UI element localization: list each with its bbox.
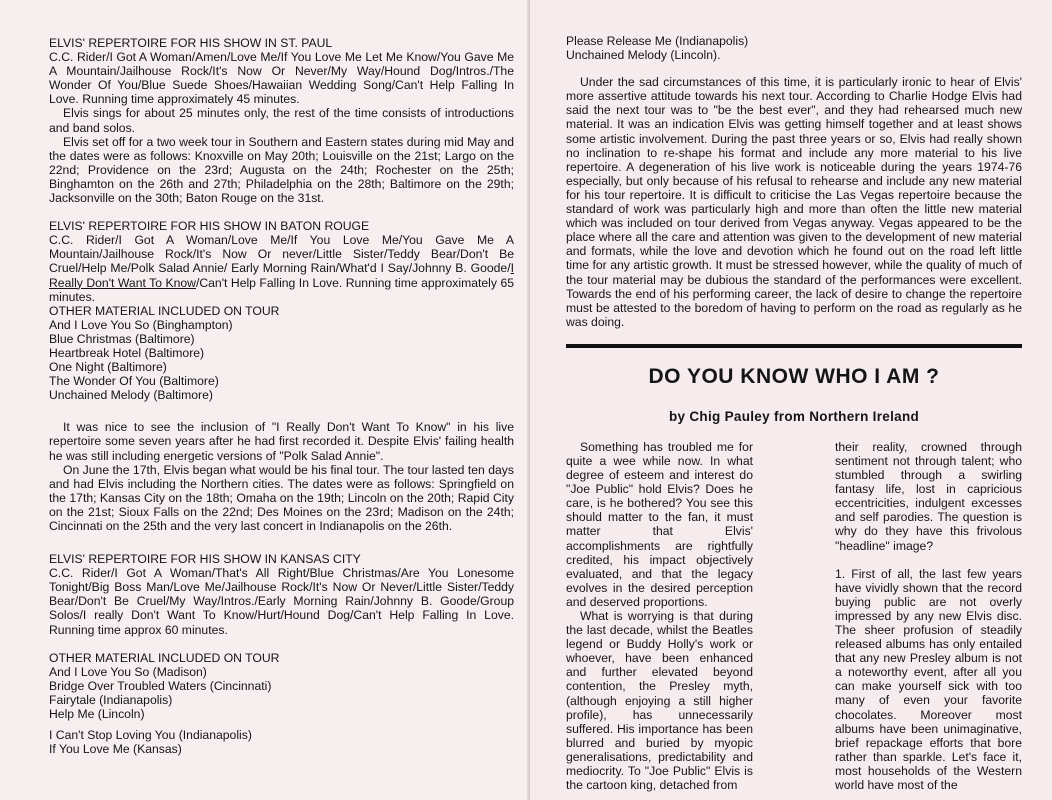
list-item: And I Love You So (Binghampton) xyxy=(49,317,233,332)
st-paul-repertoire: C.C. Rider/I Got A Woman/Amen/Love Me/If You Love Me Let Me Know/You Gave Me A Mountain/Jailhouse Rock/It's Now Or Never/My Way/Hound Dog/Intros./The Wonder Of You/Blue Suede Shoes/Hawaiian Wedding Song/Can't Help Falling In Love. Running time approximately 45 minutes. xyxy=(49,50,514,107)
kansas-city-heading: ELVIS' REPERTOIRE FOR HIS SHOW IN KANSAS CITY xyxy=(49,552,361,567)
list-item: Blue Christmas (Baltimore) xyxy=(49,331,195,346)
article-title: DO YOU KNOW WHO I AM ? xyxy=(648,364,940,388)
list-item: Bridge Over Troubled Waters (Cincinnati) xyxy=(49,678,272,693)
st-paul-heading: ELVIS' REPERTOIRE FOR HIS SHOW IN ST. PAUL xyxy=(49,36,333,50)
other-material-heading-1: OTHER MATERIAL INCLUDED ON TOUR xyxy=(49,303,280,318)
st-paul-note: Elvis sings for about 25 minutes only, the rest of the time consists of introductions and band solos. xyxy=(49,106,514,135)
section-divider xyxy=(566,344,1022,348)
list-item: And I Love You So (Madison) xyxy=(49,664,207,679)
final-tour-paragraph: On June the 17th, Elvis began what would be his final tour. The tour lasted ten days and had Elvis including the Northern cities. The dates were as follows: Springfield on the 17th; Kansas City on the 18th; Omaha on the 19th; Lincoln on the 20th; Rapid City on the 21st; Sioux Falls on the 22nd; Des Moines on the 23rd; Madison on the 24th; Cincinnati on the 25th and the very last concert in Indianapolis on the 26th. xyxy=(49,462,514,533)
baton-list-part-a: C.C. Rider/I Got A Woman/Love Me/If You Love Me/You Gave Me A Mountain/Jailhouse Rock/It's Now Or never/Little Sister/Teddy Bear/Don't Be Cruel/Help Me/Polk Salad Annie/ Early Morning Rain/What'd I Say/Johnny B. Goode/ xyxy=(49,233,514,276)
article-byline: by Chig Pauley from Northern Ireland xyxy=(668,408,920,424)
list-item: Heartbreak Hotel (Baltimore) xyxy=(49,345,205,360)
list-item: Please Release Me (Indianapolis) xyxy=(566,34,749,48)
continued-material-list xyxy=(566,34,1022,62)
list-item: I Can't Stop Loving You (Indianapolis) xyxy=(49,728,252,743)
baton-list-part-b: /Can't Help Falling In Love. Running time approximately 65 minutes. xyxy=(49,275,514,304)
other-material-list-1 xyxy=(49,318,514,403)
baton-list-underlined: I Really Don't Want To Know xyxy=(49,261,514,290)
list-item: If You Love Me (Kansas) xyxy=(49,742,182,757)
list-item: One Night (Baltimore) xyxy=(49,360,167,375)
other-material-heading-2: OTHER MATERIAL INCLUDED ON TOUR xyxy=(49,650,280,665)
article-paragraph: their reality, crowned through sentiment not through talent; who stumbled through a swirling fantasy life, lost in capricious eccentricities, indulgent excesses and self parodies. The question is why do they have this frivolous "headline" image? xyxy=(835,439,1022,553)
baton-rouge-repertoire xyxy=(49,233,514,303)
other-material-list-2 xyxy=(49,665,514,757)
list-item: Unchained Melody (Baltimore) xyxy=(49,388,213,403)
list-item: Help Me (Lincoln) xyxy=(49,707,145,722)
baton-rouge-heading: ELVIS' REPERTOIRE FOR HIS SHOW IN BATON ROUGE xyxy=(49,219,370,234)
list-item: Unchained Melody (Lincoln). xyxy=(566,48,721,63)
article-paragraph: What is worrying is that during the last decade, whilst the Beatles legend or Buddy Holly's work or whoever, have been enhanced and further elevated beyond contention, the Presley myth, (although enjoying a still higher profile), has unnecessarily suffered. His importance has been blurred and buried by myopic generalisations, predictability and mediocrity. To "Joe Public" Elvis is the cartoon king, detached from xyxy=(566,609,753,793)
article-columns xyxy=(566,440,1022,792)
kansas-city-repertoire: C.C. Rider/I Got A Woman/That's All Right/Blue Christmas/Are You Lonesome Tonight/Big Boss Man/Love Me/Jailhouse Rock/It's Now Or Never/Little Sister/Teddy Bear/Don't Be Cruel/My Way/Intros./Early Morning Rain/Johnny B. Goode/Group Solos/I really Don't Want To Know/Hurt/Hound Dog/Can't Help Falling In Love. Running time approx 60 minutes. xyxy=(49,566,514,637)
really-dont-want-paragraph: It was nice to see the inclusion of "I Really Don't Want To Know" in his live repertoire some seven years after he had first recorded it. Despite Elvis' failing health he was still including energetic versions of "Polk Salad Annie". xyxy=(49,420,514,463)
article-column-2 xyxy=(835,440,1022,792)
article-paragraph: 1. First of all, the last few years have vividly shown that the record buying public are not overly impressed by any new Elvis disc. The sheer profusion of steadily released albums has only entailed that any new Presley album is not a noteworthy event, after all you can make yourself sick with too many of even your favorite chocolates. Moreover most albums have been unimaginative, brief repackage efforts that bore rather than sparkle. Let's face it, most households of the Western world have most of the xyxy=(835,566,1022,793)
right-page xyxy=(530,0,1052,800)
article-column-1 xyxy=(566,440,753,792)
may-tour-dates: Elvis set off for a two week tour in Southern and Eastern states during mid May and the dates were as follows: Knoxville on May 20th; Louisville on the 21st; Largo on the 22nd; Providence on the 23rd; Augusta on the 24th; Rochester on the 25th; Binghamton on the 26th and 27th; Philadelphia on the 28th; Baltimore on the 29th; Jacksonville on the 30th; Baton Rouge on the 31st. xyxy=(49,134,514,206)
sad-circumstances-paragraph: Under the sad circumstances of this time, it is particularly ironic to hear of Elvis' more assertive attitude towards his next tour. According to Charlie Hodge Elvis had said the next tour was to "be the best ever", and they had rehearsed much new material. It was an indication Elvis was getting himself together and at least shows some artistic involvement. During the past three years or so, Elvis had really shown no inclination to re-shape his format and include any more material to his live repertoire. A degeneration of his live work is noticeable during the years 1974-76 especially, but only because of his refusal to rehearse and include any new material for his tour repertoire. It is difficult to criticise the Las Vegas repertoire because the standard of work was particularly high and more than often the little new material which was included on tour derived from Vegas anyway. Vegas appeared to be the place where all the care and attention was given to the development of new material and formats, while the love and devotion which he found out on the road left little time for any artistic growth. It must be stressed however, while the quality of much of the tour material may be dubious the standard of the performances were excellent. Towards the end of his performing career, the lack of desire to change the repertoire must be attested to the boredom of having to perform on the road as regularly as he was doing. xyxy=(566,75,1022,329)
article-paragraph: Something has troubled me for quite a wee while now. In what degree of esteem and interest do "Joe Public" hold Elvis? Does he care, is he bothered? You see this should matter to the fan, it must matter that Elvis' accomplishments are rightfully credited, his impact objectively evaluated, and that the legacy evolves in the desired perception and deserved proportions. xyxy=(566,439,753,609)
list-item: Fairytale (Indianapolis) xyxy=(49,692,173,707)
list-item: The Wonder Of You (Baltimore) xyxy=(49,374,219,389)
